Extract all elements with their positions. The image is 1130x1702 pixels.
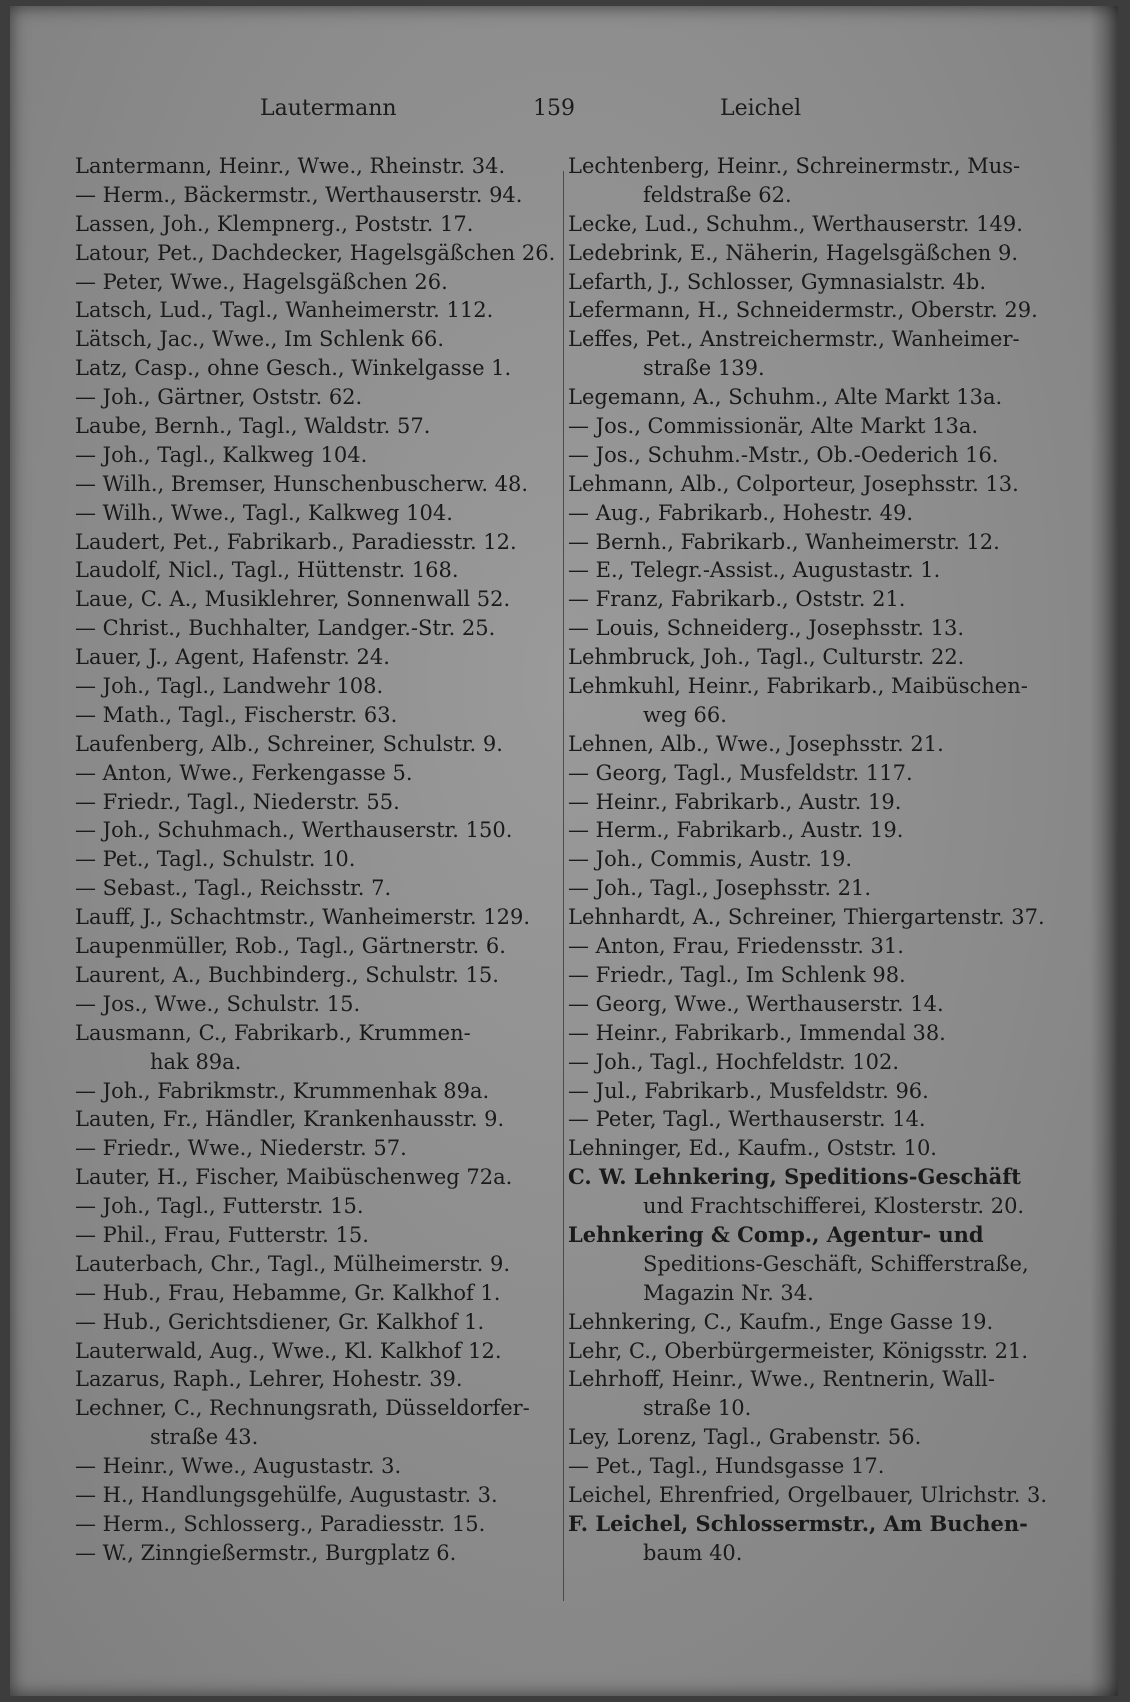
directory-entry: Laue, C. A., Musiklehrer, Sonnenwall 52. [75, 587, 511, 612]
directory-entry: — Joh., Gärtner, Oststr. 62. [75, 385, 363, 410]
directory-entry: — W., Zinngießermstr., Burgplatz 6. [75, 1540, 457, 1565]
directory-entry: — Franz, Fabrikarb., Oststr. 21. [568, 587, 906, 612]
page-edge-shadow [1090, 6, 1118, 1696]
directory-entry: Ledebrink, E., Näherin, Hagelsgäßchen 9. [568, 240, 1019, 265]
directory-entry: Lauter, H., Fischer, Maibüschenweg 72a. [75, 1165, 513, 1190]
directory-entry: Leichel, Ehrenfried, Orgelbauer, Ulrichstr. 3. [568, 1482, 1048, 1507]
directory-entry: — Pet., Tagl., Hundsgasse 17. [568, 1454, 885, 1479]
directory-entry: Lehninger, Ed., Kaufm., Oststr. 10. [568, 1136, 937, 1161]
directory-entry: — Georg, Wwe., Werthauserstr. 14. [568, 991, 944, 1016]
directory-entry: Laufenberg, Alb., Schreiner, Schulstr. 9. [75, 731, 503, 756]
directory-entry: — Hub., Gerichtsdiener, Gr. Kalkhof 1. [75, 1309, 485, 1334]
directory-entry: C. W. Lehnkering, Speditions-Geschäft [568, 1164, 1021, 1190]
directory-entry: — Jos., Schuhm.-Mstr., Ob.-Oederich 16. [568, 442, 999, 467]
directory-entry: Lantermann, Heinr., Wwe., Rheinstr. 34. [75, 154, 506, 178]
directory-entry: Lauterbach, Chr., Tagl., Mülheimerstr. 9. [75, 1251, 511, 1276]
directory-entry: Ley, Lorenz, Tagl., Grabenstr. 56. [568, 1425, 922, 1450]
directory-entry: — Louis, Schneiderg., Josephsstr. 13. [568, 616, 965, 641]
directory-entry: Laube, Bernh., Tagl., Waldstr. 57. [75, 414, 431, 439]
directory-entry: — Friedr., Wwe., Niederstr. 57. [75, 1136, 407, 1161]
right-column [568, 152, 1058, 1568]
directory-entry: — Bernh., Fabrikarb., Wanheimerstr. 12. [568, 529, 1000, 554]
directory-entry: — Peter, Tagl., Werthauserstr. 14. [568, 1107, 926, 1132]
entry-continuation: und Frachtschifferei, Klosterstr. 20. [643, 1194, 1025, 1219]
directory-entry: Lehnen, Alb., Wwe., Josephsstr. 21. [568, 731, 944, 756]
entry-continuation: weg 66. [643, 702, 727, 727]
entry-continuation: straße 139. [643, 356, 765, 381]
directory-entry: — Jos., Commissionär, Alte Markt 13a. [568, 414, 979, 439]
directory-entry: Laurent, A., Buchbinderg., Schulstr. 15. [75, 962, 499, 987]
directory-entry: Lausmann, C., Fabrikarb., Krummen- [75, 1020, 471, 1045]
directory-entry: — Georg, Tagl., Musfeldstr. 117. [568, 760, 913, 785]
directory-entry: — Friedr., Tagl., Niederstr. 55. [75, 789, 400, 814]
directory-entry: — Friedr., Tagl., Im Schlenk 98. [568, 962, 906, 987]
directory-entry: — Jos., Wwe., Schulstr. 15. [75, 991, 361, 1016]
directory-entry: Lazarus, Raph., Lehrer, Hohestr. 39. [75, 1367, 463, 1392]
directory-entry: — Joh., Schuhmach., Werthauserstr. 150. [75, 818, 513, 843]
directory-entry: — Joh., Tagl., Landwehr 108. [75, 674, 384, 699]
directory-entry: Lauten, Fr., Händler, Krankenhausstr. 9. [75, 1107, 505, 1132]
directory-entry: — Peter, Wwe., Hagelsgäßchen 26. [75, 269, 448, 294]
page-number: 159 [533, 96, 575, 121]
left-column [75, 152, 555, 1568]
directory-entry: Lefermann, H., Schneidermstr., Oberstr. 29. [568, 298, 1038, 323]
directory-entry: Lehrhoff, Heinr., Wwe., Rentnerin, Wall- [568, 1367, 995, 1392]
directory-entry: Lätsch, Jac., Wwe., Im Schlenk 66. [75, 327, 445, 352]
directory-entry: Laudolf, Nicl., Tagl., Hüttenstr. 168. [75, 558, 459, 583]
directory-entry: Lehmann, Alb., Colporteur, Josephsstr. 13. [568, 471, 1019, 496]
directory-entry: — Joh., Commis, Austr. 19. [568, 847, 853, 872]
directory-entry: Lauer, J., Agent, Hafenstr. 24. [75, 645, 390, 670]
directory-entry: — Heinr., Fabrikarb., Immendal 38. [568, 1020, 946, 1045]
entry-continuation: baum 40. [643, 1540, 743, 1565]
directory-entry: Lehmkuhl, Heinr., Fabrikarb., Maibüschen- [568, 674, 1028, 699]
entry-continuation: hak 89a. [150, 1049, 242, 1074]
directory-entry: — Joh., Tagl., Futterstr. 15. [75, 1194, 364, 1219]
column-divider [563, 171, 564, 1601]
directory-entry: F. Leichel, Schlossermstr., Am Buchen- [568, 1510, 1028, 1536]
directory-page [10, 6, 1118, 1696]
page-header [10, 96, 1118, 136]
directory-entry: Lehnkering & Comp., Agentur- und [568, 1221, 984, 1247]
directory-entry: — H., Handlungsgehülfe, Augustastr. 3. [75, 1482, 498, 1507]
directory-entry: — Herm., Bäckermstr., Werthauserstr. 94. [75, 182, 523, 207]
directory-entry: Lechtenberg, Heinr., Schreinermstr., Mus- [568, 154, 1021, 178]
entry-continuation: Magazin Nr. 34. [643, 1280, 814, 1305]
directory-entry: — Pet., Tagl., Schulstr. 10. [75, 847, 356, 872]
entry-continuation: straße 43. [150, 1425, 259, 1450]
directory-entry: — Christ., Buchhalter, Landger.-Str. 25. [75, 616, 496, 641]
directory-entry: Leffes, Pet., Anstreichermstr., Wanheimer- [568, 327, 1020, 352]
directory-entry: Lassen, Joh., Klempnerg., Poststr. 17. [75, 211, 474, 236]
directory-entry: — Herm., Schlosserg., Paradiesstr. 15. [75, 1511, 486, 1536]
directory-entry: — Joh., Tagl., Josephsstr. 21. [568, 876, 872, 901]
header-first-entry: Lautermann [260, 96, 397, 121]
directory-entry: Laudert, Pet., Fabrikarb., Paradiesstr. 12. [75, 529, 517, 554]
directory-entry: — Heinr., Fabrikarb., Austr. 19. [568, 789, 902, 814]
directory-entry: Lehnkering, C., Kaufm., Enge Gasse 19. [568, 1309, 994, 1334]
directory-entry: Latsch, Lud., Tagl., Wanheimerstr. 112. [75, 298, 494, 323]
entry-continuation: straße 10. [643, 1396, 752, 1421]
directory-entry: Lehr, C., Oberbürgermeister, Königsstr. 21. [568, 1338, 1029, 1363]
directory-entry: — Hub., Frau, Hebamme, Gr. Kalkhof 1. [75, 1280, 501, 1305]
directory-entry: — Heinr., Wwe., Augustastr. 3. [75, 1454, 402, 1479]
directory-entry: — Math., Tagl., Fischerstr. 63. [75, 702, 398, 727]
directory-entry: — Anton, Wwe., Ferkengasse 5. [75, 760, 413, 785]
header-last-entry: Leichel [720, 96, 802, 121]
directory-entry: — Jul., Fabrikarb., Musfeldstr. 96. [568, 1078, 929, 1103]
directory-entry: — Aug., Fabrikarb., Hohestr. 49. [568, 500, 914, 525]
directory-entry: Lechner, C., Rechnungsrath, Düsseldorfer- [75, 1396, 530, 1421]
directory-entry: Lehnhardt, A., Schreiner, Thiergartenstr. 37. [568, 905, 1045, 930]
directory-entry: Laupenmüller, Rob., Tagl., Gärtnerstr. 6. [75, 934, 506, 959]
directory-entry: Latour, Pet., Dachdecker, Hagelsgäßchen 26. [75, 240, 555, 265]
directory-entry: — Joh., Tagl., Kalkweg 104. [75, 442, 368, 467]
entry-continuation: feldstraße 62. [643, 182, 792, 207]
directory-entry: — Joh., Fabrikmstr., Krummenhak 89a. [75, 1078, 490, 1103]
directory-entry: — Joh., Tagl., Hochfeldstr. 102. [568, 1049, 900, 1074]
directory-entry: — Anton, Frau, Friedensstr. 31. [568, 934, 904, 959]
directory-entry: — Sebast., Tagl., Reichsstr. 7. [75, 876, 392, 901]
directory-entry: — E., Telegr.-Assist., Augustastr. 1. [568, 558, 941, 583]
directory-entry: Lecke, Lud., Schuhm., Werthauserstr. 149. [568, 211, 1023, 236]
directory-entry: Legemann, A., Schuhm., Alte Markt 13a. [568, 385, 1003, 410]
directory-entry: — Herm., Fabrikarb., Austr. 19. [568, 818, 904, 843]
entry-continuation: Speditions-Geschäft, Schifferstraße, [643, 1251, 1029, 1276]
directory-entry: Lauff, J., Schachtmstr., Wanheimerstr. 129. [75, 905, 531, 930]
directory-entry: Lauterwald, Aug., Wwe., Kl. Kalkhof 12. [75, 1338, 502, 1363]
directory-entry: Latz, Casp., ohne Gesch., Winkelgasse 1. [75, 356, 512, 381]
directory-entry: Lefarth, J., Schlosser, Gymnasialstr. 4b. [568, 269, 987, 294]
directory-entry: — Phil., Frau, Futterstr. 15. [75, 1222, 369, 1247]
directory-entry: — Wilh., Wwe., Tagl., Kalkweg 104. [75, 500, 453, 525]
directory-entry: — Wilh., Bremser, Hunschenbuscherw. 48. [75, 471, 529, 496]
directory-entry: Lehmbruck, Joh., Tagl., Culturstr. 22. [568, 645, 965, 670]
